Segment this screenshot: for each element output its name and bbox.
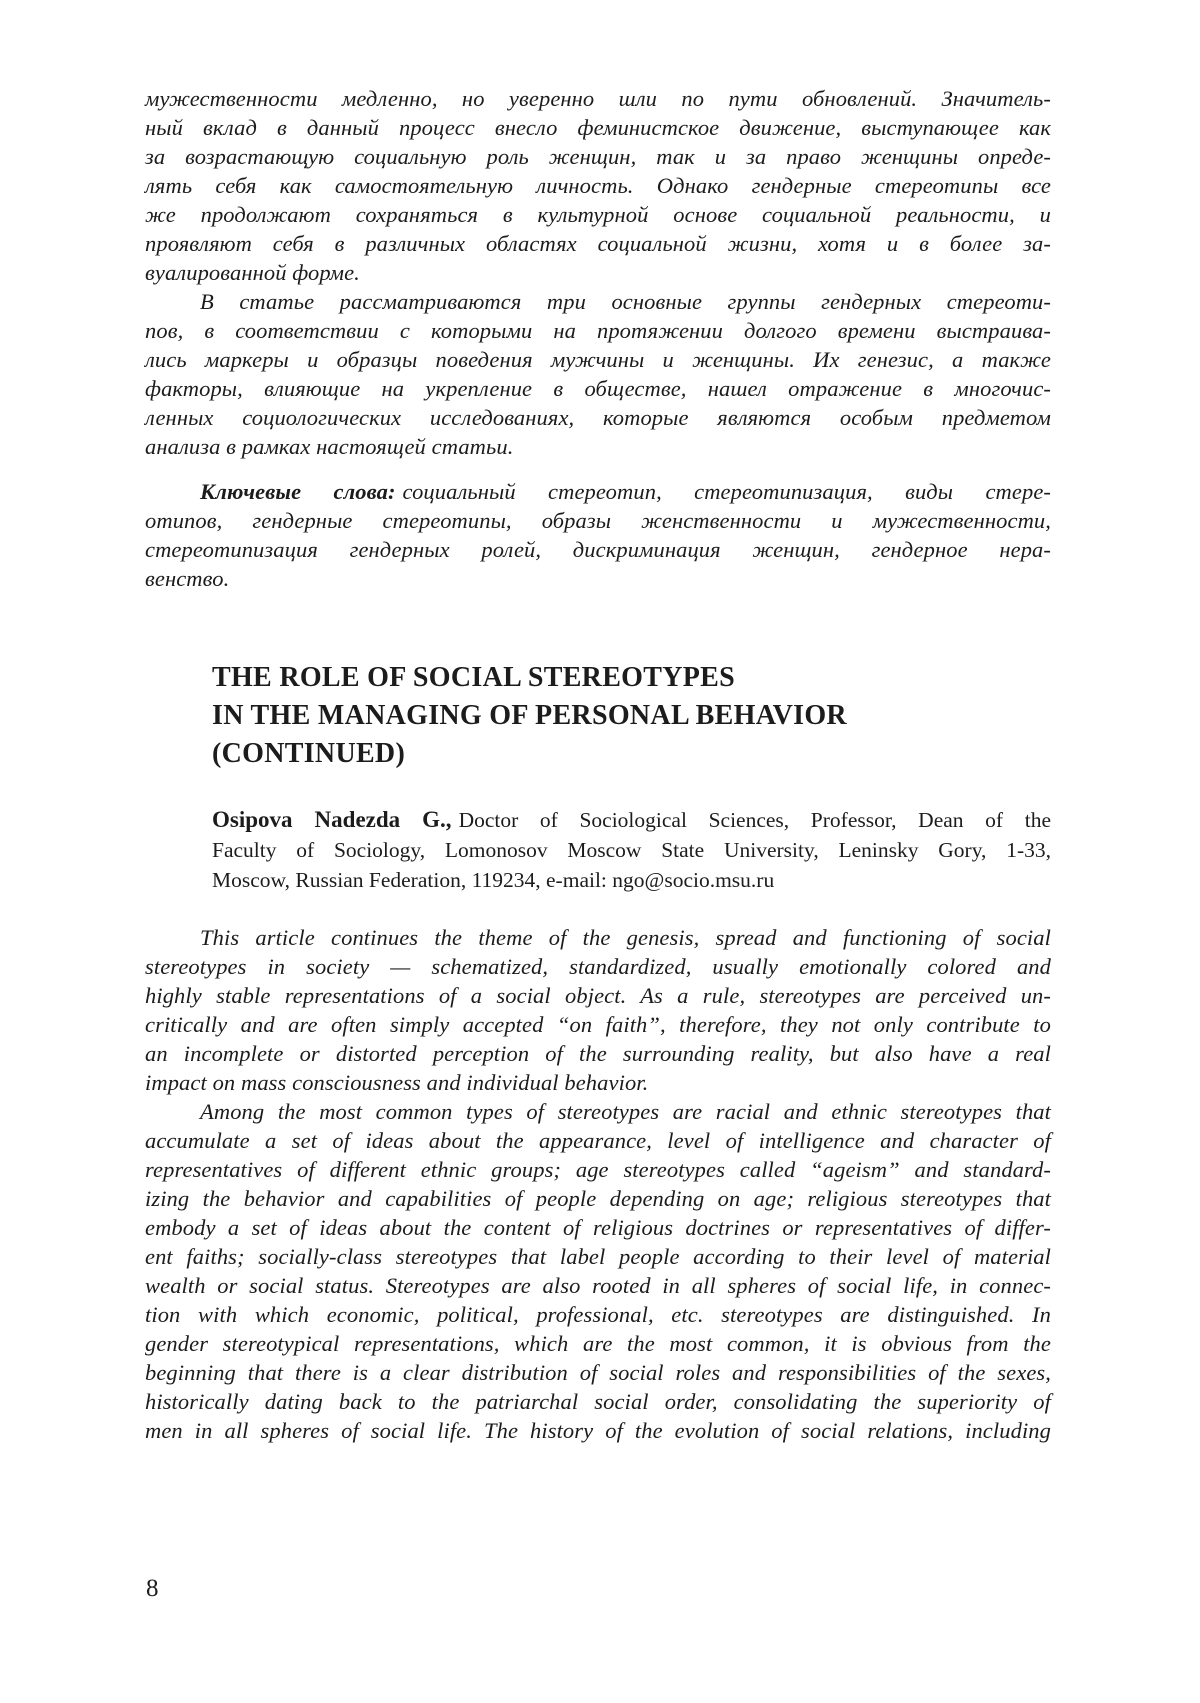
text-line: wealth or social status. Stereotypes are also rooted in all spheres of social life, in connec-	[145, 1273, 1051, 1298]
russian-abstract-paragraph-2	[145, 287, 1051, 461]
text-line: ленных социологических исследованиях, которые являются особым предметом	[145, 405, 1051, 430]
text-line: венство.	[145, 566, 230, 591]
text-line: отипов, гендерные стереотипы, образы женственности и мужественности,	[145, 508, 1051, 533]
text-line: accumulate a set of ideas about the appearance, level of intelligence and character of	[145, 1128, 1051, 1153]
text-line: historically dating back to the patriarchal social order, consolidating the superiority of	[145, 1389, 1051, 1414]
text-line: This article continues the theme of the genesis, spread and functioning of social	[200, 925, 1051, 950]
text-line: izing the behavior and capabilities of people depending on age; religious stereotypes that	[145, 1186, 1051, 1211]
text-line: мужественности медленно, но уверенно шли по пути обновлений. Значитель-	[145, 86, 1051, 111]
author-first-line	[212, 805, 1051, 835]
text-line: факторы, влияющие на укрепление в обществе, нашел отражение в многочис-	[145, 376, 1051, 401]
russian-abstract-paragraph-1	[145, 84, 1051, 287]
keywords-rest-lines	[145, 506, 1051, 593]
text-line: impact on mass consciousness and individual behavior.	[145, 1070, 649, 1095]
text-line: стереотипизация гендерных ролей, дискриминация женщин, гендерное нера-	[145, 537, 1051, 562]
text-line: проявляют себя в различных областях социальной жизни, хотя и в более за-	[145, 231, 1051, 256]
article-title-line-3: (CONTINUED)	[212, 738, 406, 769]
author-affiliation-lines	[212, 835, 1051, 895]
author-affiliation-start: Doctor of Sociological Sciences, Professor, Dean of the	[458, 808, 1051, 832]
text-line: вуалированной форме.	[145, 260, 360, 285]
text-line: tion with which economic, political, professional, etc. stereotypes are distinguished. In	[145, 1302, 1051, 1327]
article-title	[212, 659, 1051, 773]
text-line: gender stereotypical representations, which are the most common, it is obvious from the	[145, 1331, 1051, 1356]
keywords-first-line-text: социальный стереотип, стереотипизация, виды стере-	[402, 479, 1051, 504]
text-block	[145, 84, 1051, 1445]
text-line: В статье рассматриваются три основные группы гендерных стереоти-	[200, 289, 1051, 314]
text-line: men in all spheres of social life. The history of the evolution of social relations, including	[145, 1418, 1051, 1443]
text-line: Faculty of Sociology, Lomonosov Moscow State University, Leninsky Gory, 1-33,	[212, 838, 1051, 862]
article-title-line-2: IN THE MANAGING OF PERSONAL BEHAVIOR	[212, 700, 847, 731]
text-line: Among the most common types of stereotypes are racial and ethnic stereotypes that	[200, 1099, 1051, 1124]
author-name: Osipova Nadezda G.,	[212, 807, 452, 832]
text-line: за возрастающую социальную роль женщин, так и за право женщины опреде-	[145, 144, 1051, 169]
english-abstract-paragraph-2	[145, 1097, 1051, 1445]
text-line: critically and are often simply accepted “on faith”, therefore, they not only contribute to	[145, 1012, 1051, 1037]
text-line: highly stable representations of a social object. As a rule, stereotypes are perceived un-	[145, 983, 1051, 1008]
text-line: ent faiths; socially-class stereotypes that label people according to their level of material	[145, 1244, 1051, 1269]
author-block	[212, 805, 1051, 895]
text-line: ный вклад в данный процесс внесло феминистское движение, выступающее как	[145, 115, 1051, 140]
text-line: representatives of different ethnic groups; age stereotypes called “ageism” and standard-	[145, 1157, 1051, 1182]
text-line: embody a set of ideas about the content of religious doctrines or representatives of differ-	[145, 1215, 1051, 1240]
text-line: stereotypes in society — schematized, standardized, usually emotionally colored and	[145, 954, 1051, 979]
text-line: анализа в рамках настоящей статьи.	[145, 434, 514, 459]
keywords-paragraph	[145, 477, 1051, 593]
text-line: лись маркеры и образцы поведения мужчины и женщины. Их генезис, а также	[145, 347, 1051, 372]
text-line: пов, в соответствии с которыми на протяжении долгого времени выстраива-	[145, 318, 1051, 343]
text-line: an incomplete or distorted perception of the surrounding reality, but also have a real	[145, 1041, 1051, 1066]
keywords-label: Ключевые слова:	[200, 479, 396, 504]
text-line: Moscow, Russian Federation, 119234, e-mail: ngo@socio.msu.ru	[212, 868, 775, 892]
text-line: beginning that there is a clear distribution of social roles and responsibilities of the sexes,	[145, 1360, 1051, 1385]
english-abstract-paragraph-1	[145, 923, 1051, 1097]
article-title-line-1: THE ROLE OF SOCIAL STEREOTYPES	[212, 662, 735, 693]
text-line: же продолжают сохраняться в культурной основе социальной реальности, и	[145, 202, 1051, 227]
page-number: 8	[146, 1575, 159, 1602]
keywords-first-line	[145, 477, 1051, 506]
text-line: лять себя как самостоятельную личность. Однако гендерные стереотипы все	[145, 173, 1051, 198]
